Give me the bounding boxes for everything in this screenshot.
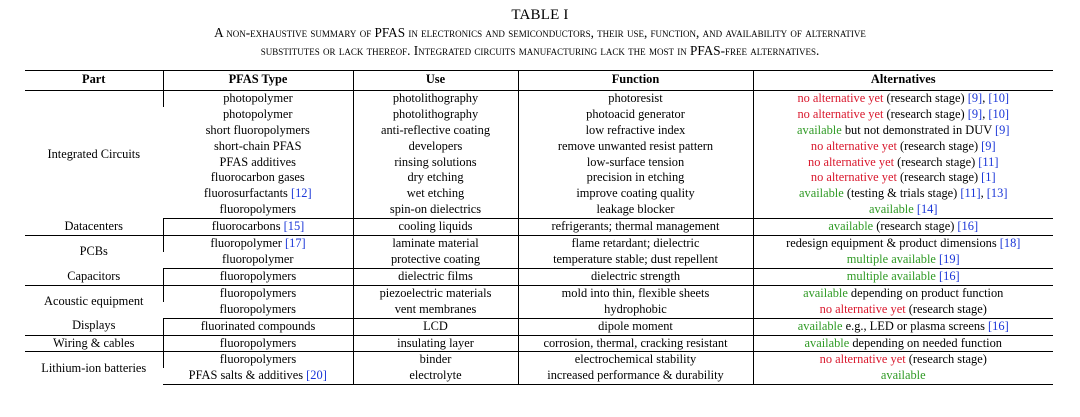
table-row (25, 285, 1053, 301)
cell-function: mold into thin, flexible sheets (518, 285, 753, 301)
cell-alternatives (753, 202, 1053, 218)
cell-use: piezoelectric materials (353, 285, 518, 301)
alternative-text: no alternative yet (819, 301, 906, 316)
cell-pfas-type: fluorosurfactants [12] (203, 186, 312, 201)
table-row (25, 155, 1053, 171)
alternative-text: , (982, 106, 989, 121)
table-row (25, 202, 1053, 218)
table-row (25, 352, 1053, 368)
cell-use: LCD (353, 318, 518, 335)
citation-link[interactable]: [1] (981, 170, 996, 185)
cell-pfas-type: fluorocarbon gases (210, 170, 305, 185)
alternative-text: (research stage) (905, 352, 987, 367)
cell-alternatives (753, 107, 1053, 123)
cell-function: dielectric strength (518, 268, 753, 285)
cell-function: low-surface tension (518, 155, 753, 171)
cell-function: electrochemical stability (518, 352, 753, 368)
citation-link[interactable]: [11] (978, 154, 999, 169)
cell-function: refrigerants; thermal management (518, 219, 753, 236)
cell-function: flame retardant; dielectric (518, 236, 753, 252)
cell-part: Lithium-ion batteries (41, 360, 147, 375)
alternative-text: , (982, 90, 989, 105)
table-row (25, 139, 1053, 155)
cell-use: insulating layer (353, 335, 518, 352)
header-use: Use (353, 71, 518, 91)
cell-pfas-type: fluoropolymers (163, 202, 353, 218)
table-row (25, 368, 1053, 384)
cell-use: laminate material (353, 236, 518, 252)
cell-alternatives (753, 219, 1053, 236)
cell-pfas-type: photopolymer (222, 106, 293, 121)
alternative-text: redesign equipment & product dimensions (786, 236, 1000, 251)
alternative-text: no alternative yet (797, 106, 884, 121)
citation-link[interactable]: [9] (967, 106, 983, 121)
cell-part: PCBs (79, 244, 108, 259)
citation-link[interactable]: [9] (995, 122, 1010, 137)
citation-link[interactable]: [11] (960, 186, 981, 201)
citation-link[interactable]: [16] (957, 219, 979, 234)
cell-function: dipole moment (518, 318, 753, 335)
cell-alternatives (753, 352, 1053, 368)
cell-function: increased performance & durability (518, 368, 753, 384)
cell-function: photoacid generator (518, 107, 753, 123)
cell-pfas-type: fluoropolymers (163, 268, 353, 285)
cell-alternatives (753, 170, 1053, 186)
cell-pfas-type: short-chain PFAS (213, 138, 302, 153)
cell-use: photolithography (353, 90, 518, 106)
alternative-text: depending on product function (847, 285, 1004, 300)
cell-part: Integrated Circuits (47, 146, 141, 161)
caption-line-2: substitutes or lack thereof. Integrated circuits manufacturing lack the most in PFAS-free alternatives. (260, 43, 820, 58)
citation-link[interactable]: [15] (283, 219, 305, 234)
cell-pfas-type: short fluoropolymers (205, 122, 310, 137)
cell-use: binder (353, 352, 518, 368)
alternative-text: no alternative yet (810, 138, 897, 153)
alternative-text: available (880, 368, 926, 383)
alternative-text: , (980, 186, 987, 201)
cell-use: vent membranes (353, 302, 518, 318)
cell-pfas-type: fluoropolymer [17] (163, 236, 353, 252)
cell-part: Displays (25, 318, 163, 335)
cell-pfas-type: fluoropolymers (163, 335, 353, 352)
cell-pfas-type: fluoropolymer (163, 252, 353, 268)
cell-alternatives (753, 285, 1053, 301)
cell-function: hydrophobic (518, 302, 753, 318)
cell-function: temperature stable; dust repellent (518, 252, 753, 268)
alternative-text: (research stage) (896, 170, 982, 185)
cell-pfas-type: fluorinated compounds (163, 318, 353, 335)
cell-alternatives (753, 236, 1053, 252)
citation-link[interactable]: [16] (988, 318, 1009, 333)
header-alternatives: Alternatives (753, 71, 1053, 91)
table-body (25, 90, 1053, 384)
citation-link[interactable]: [9] (967, 90, 983, 105)
cell-part: Capacitors (25, 268, 163, 285)
cell-alternatives (753, 318, 1053, 335)
alternative-text: (testing & trials stage) (843, 186, 961, 201)
table-row (25, 123, 1053, 139)
alternative-text: no alternative yet (797, 90, 884, 105)
table-row (25, 219, 1053, 236)
cell-use: spin-on dielectrics (353, 202, 518, 218)
table-row (25, 268, 1053, 285)
cell-use: developers (353, 139, 518, 155)
cell-part: Acoustic equipment (44, 293, 144, 308)
cell-pfas-type: PFAS additives (219, 154, 297, 169)
cell-pfas-type: fluorocarbons [15] (163, 219, 353, 236)
cell-pfas-type: fluoropolymers (163, 302, 353, 318)
alternative-text: depending on needed function (849, 335, 1002, 350)
alternative-text: no alternative yet (808, 154, 895, 169)
cell-use: dry etching (353, 170, 518, 186)
cell-alternatives (753, 252, 1053, 268)
cell-alternatives (753, 186, 1053, 202)
cell-function: precision in etching (518, 170, 753, 186)
cell-function: improve coating quality (518, 186, 753, 202)
table-row (25, 302, 1053, 318)
cell-alternatives (753, 368, 1053, 384)
citation-link[interactable]: [9] (981, 138, 996, 153)
citation-link[interactable]: [14] (916, 202, 938, 217)
alternative-text: but not demonstrated in DUV (841, 122, 996, 137)
table-row (25, 186, 1053, 202)
table-label: TABLE I (511, 7, 569, 23)
header-pfas-type: PFAS Type (163, 71, 353, 91)
citation-link[interactable]: [18] (999, 236, 1021, 251)
cell-function: photoresist (518, 90, 753, 106)
cell-alternatives (753, 139, 1053, 155)
alternative-text: available (869, 202, 914, 217)
alternative-text: available (799, 186, 844, 201)
table-row (25, 90, 1053, 106)
citation-link[interactable]: [13] (986, 186, 1008, 201)
table-row (25, 170, 1053, 186)
alternative-text: (research stage) (883, 106, 968, 121)
citation-link[interactable]: [20] (306, 368, 327, 383)
alternative-text: available (828, 219, 874, 234)
citation-link[interactable]: [10] (988, 106, 1010, 121)
alternative-text: e.g., LED or plasma screens (842, 318, 989, 333)
table-row (25, 318, 1053, 335)
alternative-text: (research stage) (873, 219, 958, 234)
alternative-text: available (803, 285, 848, 300)
cell-function: remove unwanted resist pattern (518, 139, 753, 155)
alternative-text: available (797, 122, 842, 137)
alternative-text: (research stage) (894, 154, 979, 169)
cell-pfas-type: PFAS salts & additives [20] (163, 368, 353, 384)
cell-use: protective coating (353, 252, 518, 268)
cell-alternatives (753, 123, 1053, 139)
table-row (25, 107, 1053, 123)
cell-use: dielectric films (353, 268, 518, 285)
cell-function: low refractive index (518, 123, 753, 139)
cell-alternatives (753, 335, 1053, 352)
header-part: Part (25, 71, 163, 91)
cell-alternatives (753, 302, 1053, 318)
caption-line-1: A non-exhaustive summary of PFAS in electronics and semiconductors, their use, function, and availability of alternative (214, 25, 866, 40)
table-row (25, 252, 1053, 268)
citation-link[interactable]: [10] (988, 90, 1010, 105)
alternative-text: no alternative yet (819, 352, 906, 367)
table-row (25, 236, 1053, 252)
cell-use: photolithography (353, 107, 518, 123)
table-row (25, 335, 1053, 352)
table-header-row (25, 71, 1053, 91)
cell-function: corrosion, thermal, cracking resistant (518, 335, 753, 352)
alternative-text: (research stage) (883, 90, 968, 105)
citation-link[interactable]: [19] (939, 251, 960, 266)
table-caption (0, 0, 1080, 60)
cell-function: leakage blocker (518, 202, 753, 218)
header-function: Function (518, 71, 753, 91)
cell-alternatives (753, 268, 1053, 285)
citation-link[interactable]: [17] (285, 236, 306, 251)
cell-alternatives (753, 155, 1053, 171)
alternative-text: multiple available (846, 251, 936, 266)
alternative-text: (research stage) (896, 138, 982, 153)
cell-use: cooling liquids (353, 219, 518, 236)
pfas-summary-table (25, 70, 1053, 385)
cell-pfas-type: photopolymer (163, 90, 353, 106)
alternative-text: available (797, 318, 843, 333)
cell-use: electrolyte (353, 368, 518, 384)
cell-pfas-type: fluoropolymers (163, 352, 353, 368)
alternative-text: no alternative yet (810, 170, 897, 185)
cell-part: Datacenters (25, 219, 163, 236)
citation-link[interactable]: [12] (290, 186, 312, 201)
alternative-text: multiple available (846, 268, 936, 283)
cell-use: wet etching (353, 186, 518, 202)
cell-use: rinsing solutions (353, 155, 518, 171)
alternative-text: available (804, 335, 850, 350)
alternative-text: (research stage) (905, 301, 987, 316)
cell-use: anti-reflective coating (353, 123, 518, 139)
cell-pfas-type: fluoropolymers (163, 285, 353, 301)
cell-alternatives (753, 90, 1053, 106)
citation-link[interactable]: [16] (939, 268, 960, 283)
cell-part: Wiring & cables (25, 335, 163, 352)
